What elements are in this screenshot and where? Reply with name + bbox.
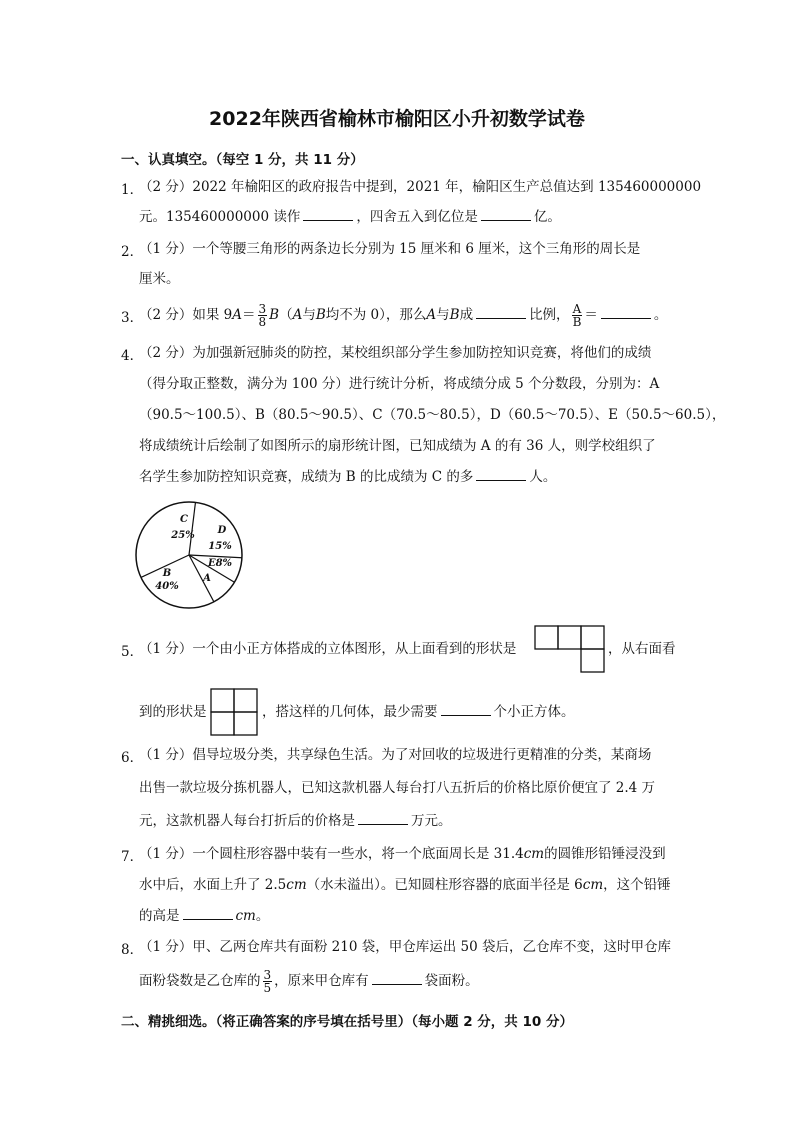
label-e-percent: E8% <box>207 558 233 569</box>
answer-blank[interactable] <box>601 306 651 319</box>
label-b: B <box>162 568 172 579</box>
q7-line3: 的高是 cm。 <box>139 908 270 924</box>
section-2-heading: 二、精挑细选。（将正确答案的序号填在括号里）（每小题 2 分，共 10 分） <box>121 1014 573 1030</box>
answer-blank[interactable] <box>372 972 422 985</box>
q1-line2: 元。135460000000 读作 ，四舍五入到亿位是 亿。 <box>139 209 561 225</box>
right-view-shape <box>210 688 260 736</box>
q4-line1: （2 分）为加强新冠肺炎的防控，某校组织部分学生参加防控知识竞赛，将他们的成绩 <box>139 345 652 361</box>
q5-line1: （1 分）一个由小正方体搭成的立体图形，从上面看到的形状是 <box>139 641 517 657</box>
q8-line1: （1 分）甲、乙两仓库共有面粉 210 袋，甲仓库运出 50 袋后，乙仓库不变，这时甲仓库 <box>139 939 671 955</box>
label-c: C <box>180 514 188 525</box>
answer-blank[interactable] <box>303 208 353 221</box>
answer-blank[interactable] <box>481 208 531 221</box>
question-number: 3． <box>121 310 144 326</box>
q6-line3: 元，这款机器人每台打折后的价格是 万元。 <box>139 813 452 829</box>
question-number: 2． <box>121 244 144 260</box>
answer-blank[interactable] <box>441 703 491 716</box>
q2-line1: （1 分）一个等腰三角形的两条边长分别为 15 厘米和 6 厘米，这个三角形的周长是 <box>139 241 641 257</box>
label-b-percent: 40% <box>155 581 179 592</box>
q3-line: （2 分）如果 9A＝ $\frac{3}{8}$ B（A与B均不为 0），那么A与B成 比例， $\frac{A}{B}$ ＝ 。 <box>139 302 668 329</box>
page-title: 2022年陕西省榆林市榆阳区小升初数学试卷 <box>209 108 585 130</box>
pie-divider <box>189 502 195 555</box>
q6-line2: 出售一款垃圾分拣机器人，已知这款机器人每台打八五折后的价格比原价便宜了 2.4 万 <box>139 780 656 796</box>
question-number: 5． <box>121 644 144 660</box>
answer-blank[interactable] <box>476 306 526 319</box>
q6-line1: （1 分）倡导垃圾分类，共享绿色生活。为了对回收的垃圾进行更精准的分类，某商场 <box>139 747 652 763</box>
q4-line2: （得分取正整数，满分为 100 分）进行统计分析，将成绩分成 5 个分数段，分别为：A <box>139 376 660 392</box>
q8-line2: 面粉袋数是乙仓库的 $\frac{3}{5}$ ，原来甲仓库有 袋面粉。 <box>139 968 479 995</box>
answer-blank[interactable] <box>183 907 233 920</box>
label-c-percent: 25% <box>171 530 195 541</box>
question-number: 6． <box>121 750 144 766</box>
fraction-3-8: $\frac{3}{8}$ <box>258 302 267 329</box>
fraction-a-b: $\frac{A}{B}$ <box>572 302 582 329</box>
pie-chart <box>136 502 242 608</box>
top-view-shape <box>534 625 606 673</box>
q2-line2: 厘米。 <box>139 271 180 287</box>
label-d-percent: 15% <box>208 541 232 552</box>
label-a: A <box>203 573 211 584</box>
q1-line1: （2 分）2022 年榆阳区的政府报告中提到，2021 年，榆阳区生产总值达到 135460000000 <box>139 179 702 195</box>
label-d: D <box>217 525 227 536</box>
q4-line3: （90.5～100.5）、B（80.5～90.5）、C（70.5～80.5），D（60.5～70.5）、E（50.5～60.5）， <box>139 407 726 423</box>
section-1-heading: 一、认真填空。（每空 1 分，共 11 分） <box>121 152 364 168</box>
q4-line4: 将成绩统计后绘制了如图所示的扇形统计图，已知成绩为 A 的有 36 人，则学校组织了 <box>139 438 656 454</box>
answer-blank[interactable] <box>476 468 526 481</box>
q7-line2: 水中后，水面上升了 2.5cm（水未溢出）。已知圆柱形容器的底面半径是 6cm，这个铅锤 <box>139 877 671 893</box>
q4-line5: 名学生参加防控知识竞赛，成绩为 B 的比成绩为 C 的多 人。 <box>139 469 557 485</box>
question-number: 1． <box>121 182 144 198</box>
question-number: 8． <box>121 942 144 958</box>
question-number: 4． <box>121 348 144 364</box>
answer-blank[interactable] <box>358 812 408 825</box>
fraction-3-5: $\frac{3}{5}$ <box>263 968 272 995</box>
q5-line2-start: 到的形状是 <box>139 704 207 720</box>
q7-line1: （1 分）一个圆柱形容器中装有一些水，将一个底面周长是 31.4cm的圆锥形铅锤浸没到 <box>139 846 666 862</box>
question-number: 7． <box>121 849 144 865</box>
q5-line1-end: ，从右面看 <box>608 641 676 657</box>
sector-chart-figure <box>134 500 244 610</box>
q5-line2-end: ，搭这样的几何体，最少需要 个小正方体。 <box>262 704 575 720</box>
